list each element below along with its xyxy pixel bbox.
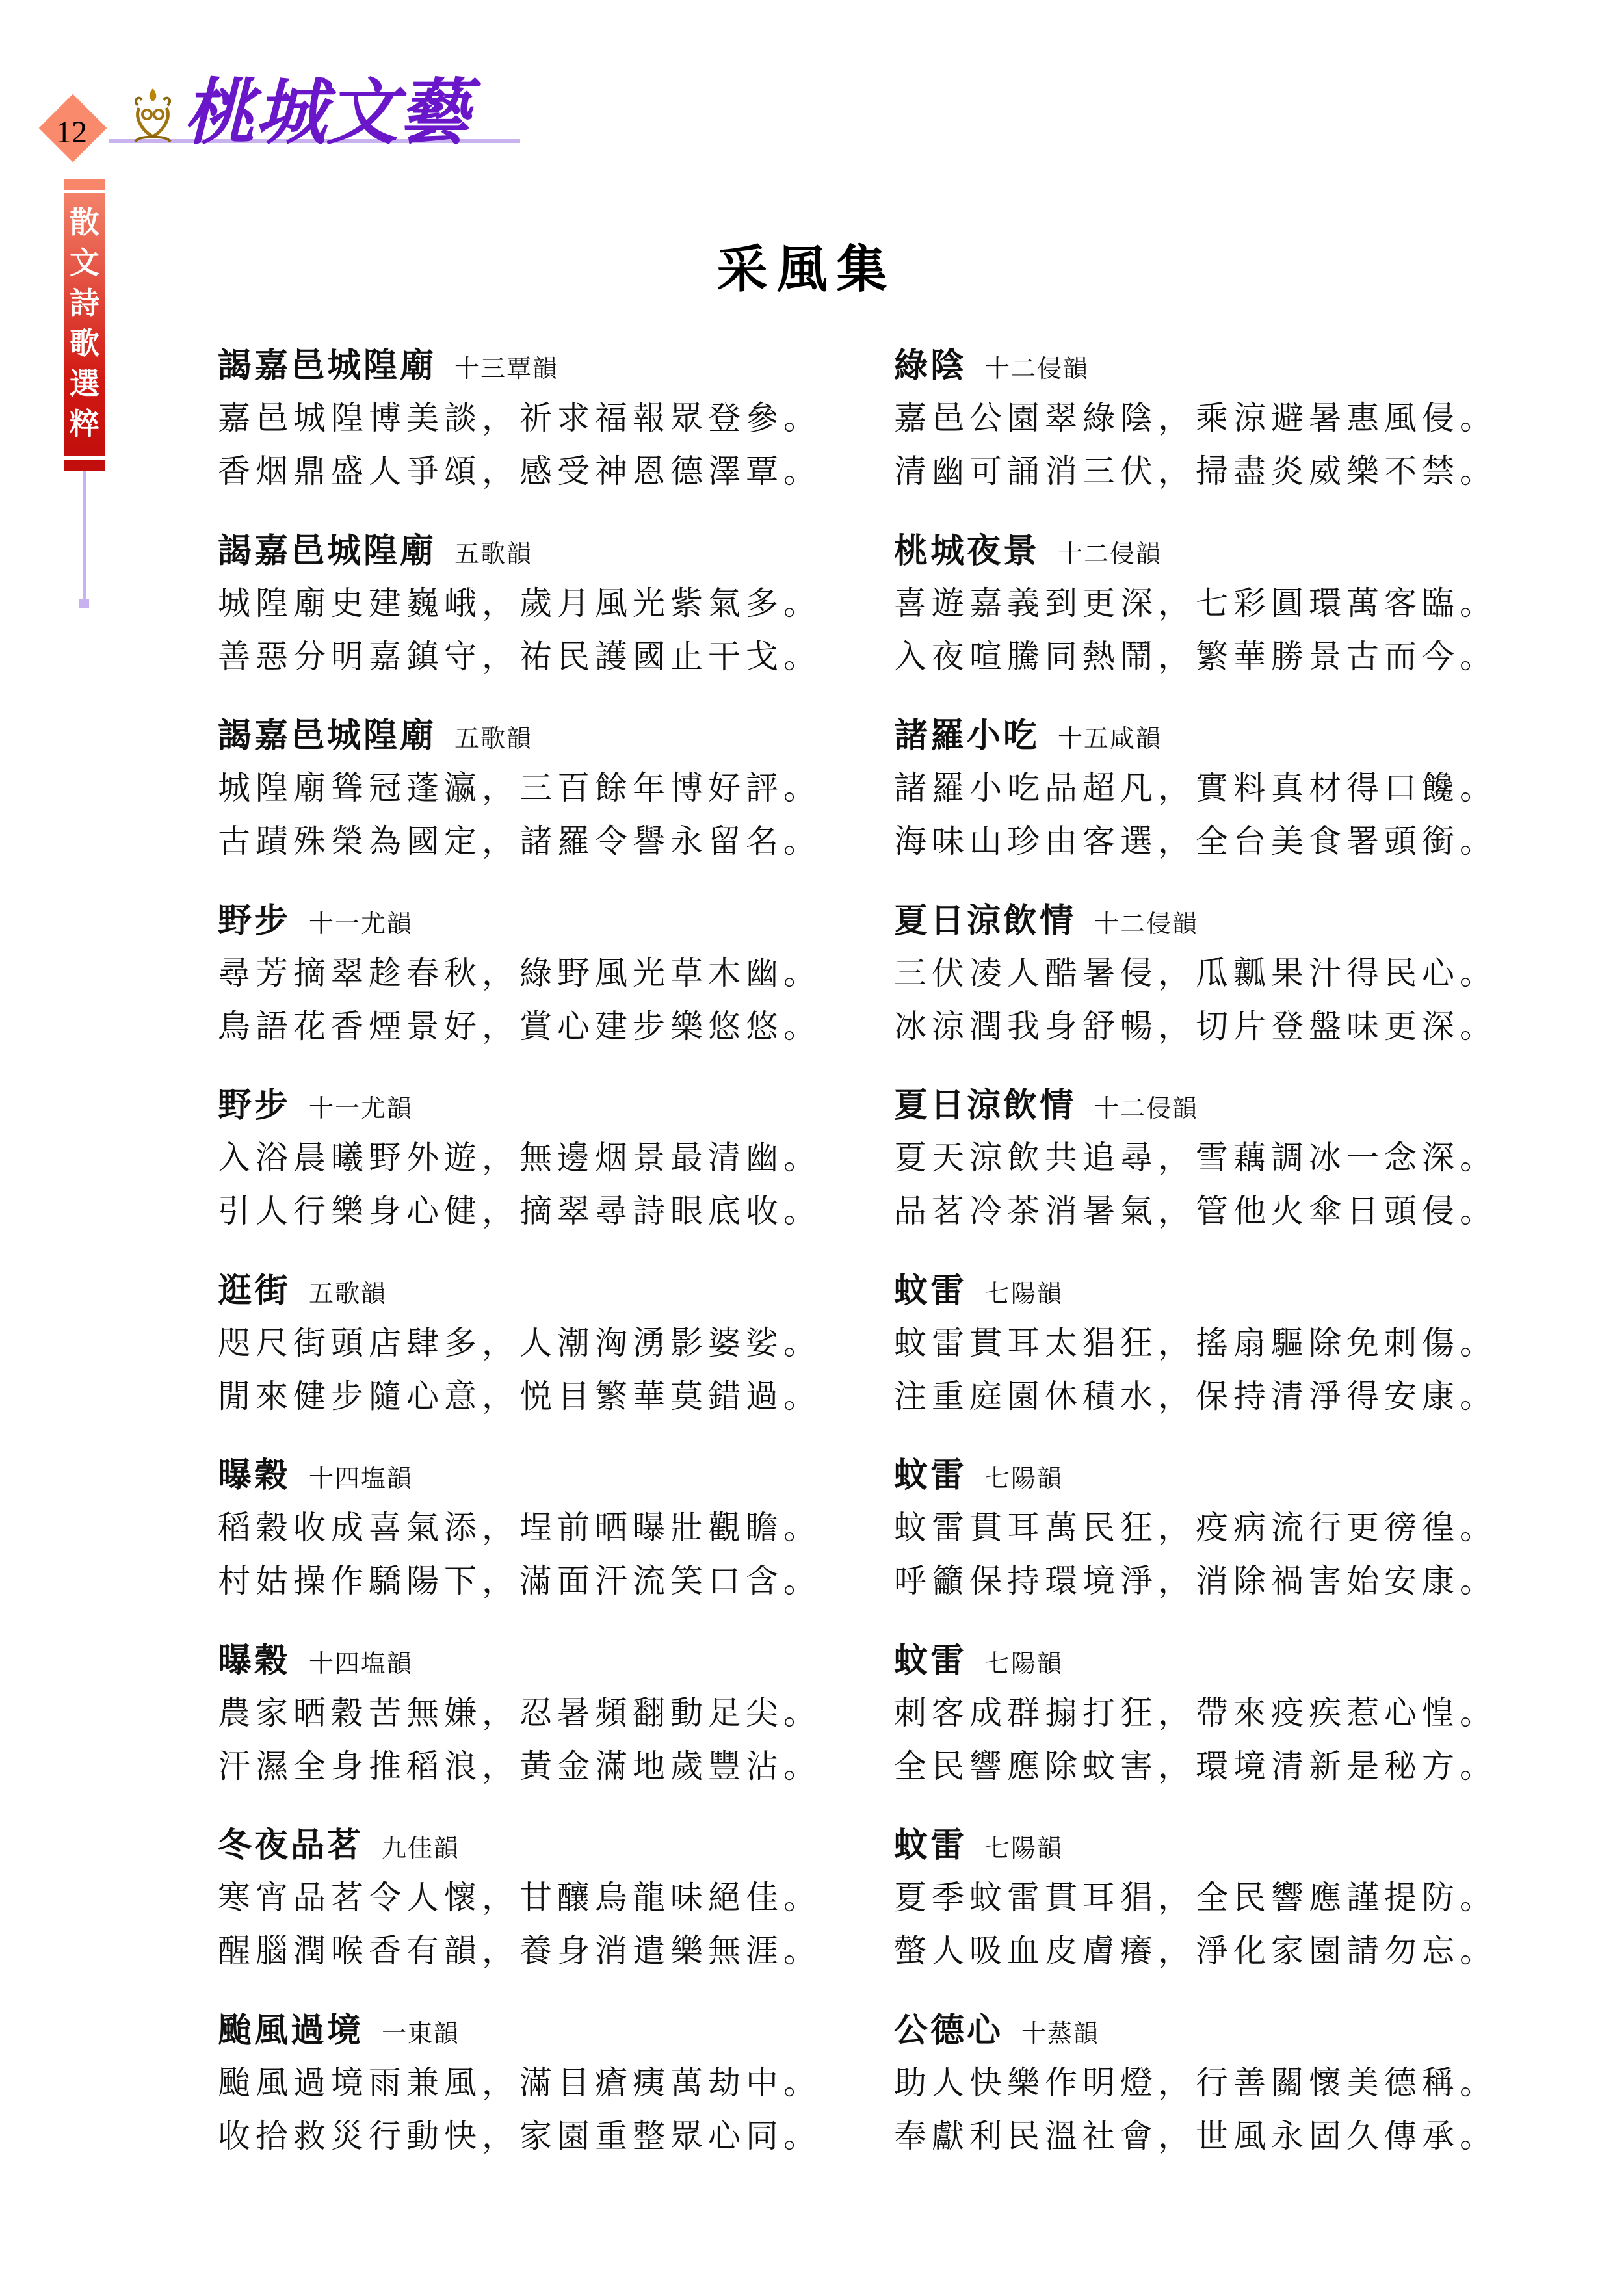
poem-title: 野步 [218,1086,291,1125]
poem-title: 逛街 [218,1270,291,1311]
poem-line: 收拾救災行動快，家園重整眾心同。 [218,2117,821,2155]
poem-line: 全民響應除蚊害，環境清新是秘方。 [894,1747,1497,1785]
poem-line: 鳥語花香煙景好，賞心建步樂悠悠。 [218,1007,821,1045]
poem-line: 入浴晨曦野外遊，無邊烟景最清幽。 [218,1139,821,1177]
poem-rhyme: 十三覃韻 [454,354,559,383]
poem-title: 謁嘉邑城隍廟 [218,530,437,571]
poem-line: 颱風過境雨兼風，滿目瘡痍萬劫中。 [218,2063,821,2102]
poem-rhyme: 七陽韻 [985,1649,1064,1678]
poem [894,1818,1497,2003]
poem [894,2003,1497,2188]
poem-heading [894,1633,1479,1686]
poem-title: 諸羅小吃 [894,716,1040,755]
poem-title: 蚊雷 [894,1455,967,1495]
poem-line: 清幽可誦消三伏，掃盡炎威樂不禁。 [894,452,1497,490]
poem-heading [894,523,1479,577]
poem-heading [218,1633,803,1686]
poem-title: 謁嘉邑城隍廟 [218,716,437,755]
poem-line: 香烟鼎盛人爭頌，感受神恩德澤覃。 [218,452,821,490]
poem-line: 醒腦潤喉香有韻，養身消遣樂無涯。 [218,1932,821,1970]
section-tab-cap-bottom [64,460,105,471]
poem-line: 刺客成群搧打狂，帶來疫疾惹心惶。 [894,1693,1497,1732]
poem-rhyme: 一東韻 [382,2018,460,2048]
poem [218,1633,821,1818]
peach-emblem-icon [130,86,176,144]
poem-heading [218,1078,803,1131]
poem-rhyme: 十五咸韻 [1058,724,1162,753]
poem-rhyme: 十一尤韻 [309,909,413,938]
poem-column-left [218,338,821,2187]
section-char: 詩 [70,285,99,320]
poem-heading [894,708,1479,761]
poem-heading [218,708,803,761]
poem [894,1448,1497,1633]
poem-rhyme: 七陽韻 [985,1279,1064,1308]
poem-column-right [894,338,1497,2187]
poem-line: 助人快樂作明燈，行善關懷美德稱。 [894,2063,1497,2102]
poem-line: 諸羅小吃品超凡，實料真材得口饞。 [894,769,1497,807]
poem-line: 嘉邑城隍博美談，祈求福報眾登參。 [218,399,821,437]
poem-title: 公德心 [894,2010,1004,2050]
poem-rhyme: 十二侵韻 [1058,539,1162,568]
poem-heading [894,2003,1479,2056]
poem-title: 曝穀 [218,1455,291,1495]
poem [894,893,1497,1078]
poem-heading [218,893,803,946]
poem-rhyme: 十四塩韻 [309,1649,413,1678]
poem [218,523,821,709]
poem-title: 冬夜品茗 [218,1825,364,1865]
poem-line: 三伏凌人酷暑侵，瓜瓤果汁得民心。 [894,954,1497,992]
poem [218,708,821,893]
poem-line: 閒來健步隨心意，悦目繁華莫錯過。 [218,1377,821,1415]
poem-line: 尋芳摘翠趁春秋，綠野風光草木幽。 [218,954,821,992]
page-number: 12 [56,115,87,150]
poem-line: 夏季蚊雷貫耳猖，全民響應謹提防。 [894,1879,1497,1916]
poem-title: 夏日涼飲情 [894,1086,1077,1125]
poem-rhyme: 十蒸韻 [1021,2018,1100,2048]
poem-heading [894,1078,1479,1131]
page-title: 采風集 [716,240,897,299]
poem [218,2003,821,2188]
poem [894,1263,1497,1448]
section-char: 散 [70,205,99,240]
poem [894,1633,1497,1818]
poem-line: 入夜喧騰同熱鬧，繁華勝景古而今。 [894,637,1497,675]
poem-heading [894,1448,1479,1501]
poem-rhyme: 九佳韻 [382,1834,460,1862]
poem-title: 桃城夜景 [894,530,1040,571]
poem-line: 古蹟殊榮為國定，諸羅令譽永留名。 [218,822,821,860]
poem [894,338,1497,523]
poem-heading [894,1818,1479,1871]
poem-line: 螫人吸血皮膚癢，淨化家園請勿忘。 [894,1932,1497,1970]
poem-line: 冰涼潤我身舒暢，切片登盤味更深。 [894,1007,1497,1045]
poem [218,1818,821,2003]
poem-rhyme: 五歌韻 [454,539,533,568]
poem-line: 城隍廟史建巍峨，歲月風光紫氣多。 [218,584,821,622]
poem-title: 曝穀 [218,1640,291,1680]
poem-heading [218,1448,803,1501]
section-char: 粹 [70,406,99,441]
poem-line: 夏天涼飲共追尋，雪藕調冰一念深。 [894,1139,1497,1177]
section-char: 選 [70,366,99,401]
poem [218,338,821,523]
poem-line: 嘉邑公園翠綠陰，乘涼避暑惠風侵。 [894,399,1497,437]
poem-line: 村姑操作驕陽下，滿面汗流笑口含。 [218,1562,821,1600]
poem-rhyme: 十二侵韻 [985,354,1090,383]
poem-line: 奉獻利民溫社會，世風永固久傳承。 [894,2117,1497,2155]
poem-heading [894,338,1479,391]
poem-line: 呼籲保持環境淨，消除禍害始安康。 [894,1562,1497,1600]
poem-title: 夏日涼飲情 [894,900,1077,941]
poem-line: 引人行樂身心健，摘翠尋詩眼底收。 [218,1192,821,1230]
poem-rhyme: 七陽韻 [985,1464,1064,1493]
poem-title: 蚊雷 [894,1640,967,1680]
poem-rhyme: 十四塩韻 [309,1464,413,1493]
magazine-title: 桃城文藝 [183,70,469,154]
poem-heading [218,1818,803,1871]
poem-rhyme: 十二侵韻 [1094,1094,1199,1123]
poem-line: 咫尺街頭店肆多，人潮洶湧影婆娑。 [218,1324,821,1362]
poem-rhyme: 五歌韻 [309,1279,387,1308]
poem-line: 蚊雷貫耳太猖狂，搖扇驅除免刺傷。 [894,1324,1497,1362]
poem-line: 品茗冷茶消暑氣，管他火傘日頭侵。 [894,1192,1497,1230]
poem-line: 汗濕全身推稻浪，黃金滿地歲豐沾。 [218,1747,821,1785]
section-tab-cap-top [64,179,105,190]
poem-heading [218,338,803,391]
poem-line: 稻穀收成喜氣添，埕前晒曝壯觀瞻。 [218,1509,821,1546]
poem-line: 城隍廟聳冠蓬瀛，三百餘年博好評。 [218,769,821,807]
poem-line: 注重庭園休積水，保持清淨得安康。 [894,1377,1497,1415]
poem [218,1448,821,1633]
section-guide-end [79,599,89,608]
poem-line: 善惡分明嘉鎮守，祐民護國止干戈。 [218,637,821,675]
poem [218,1078,821,1263]
section-char: 文 [70,245,99,280]
poem-title: 蚊雷 [894,1270,967,1311]
poem [218,1263,821,1448]
poem-heading [218,523,803,577]
poem-title: 謁嘉邑城隍廟 [218,346,437,385]
poem-line: 農家晒穀苦無嫌，忍暑頻翻動足尖。 [218,1693,821,1732]
poem [894,1078,1497,1263]
poem-title: 綠陰 [894,346,967,385]
poem-rhyme: 十一尤韻 [309,1094,413,1123]
section-char: 歌 [70,326,99,361]
poem-rhyme: 五歌韻 [454,724,533,753]
section-guide-line [83,471,86,604]
magazine-logo [130,57,469,154]
poem-heading [218,2003,803,2056]
poem [894,708,1497,893]
poem-title: 颱風過境 [218,2010,364,2050]
poem-heading [218,1263,803,1316]
poem-rhyme: 十二侵韻 [1094,909,1199,938]
poem-heading [894,893,1479,946]
poem-line: 寒宵品茗令人懷，甘釀烏龍味絕佳。 [218,1879,821,1916]
poem-line: 蚊雷貫耳萬民狂，疫病流行更徬徨。 [894,1509,1497,1546]
poem-line: 喜遊嘉義到更深，七彩圓環萬客臨。 [894,584,1497,622]
poem [218,893,821,1078]
poem [894,523,1497,709]
poem-title: 蚊雷 [894,1825,967,1865]
poem-rhyme: 七陽韻 [985,1834,1064,1862]
poem-line: 海味山珍由客選，全台美食署頭銜。 [894,822,1497,860]
poem-heading [894,1263,1479,1316]
poem-title: 野步 [218,900,291,941]
